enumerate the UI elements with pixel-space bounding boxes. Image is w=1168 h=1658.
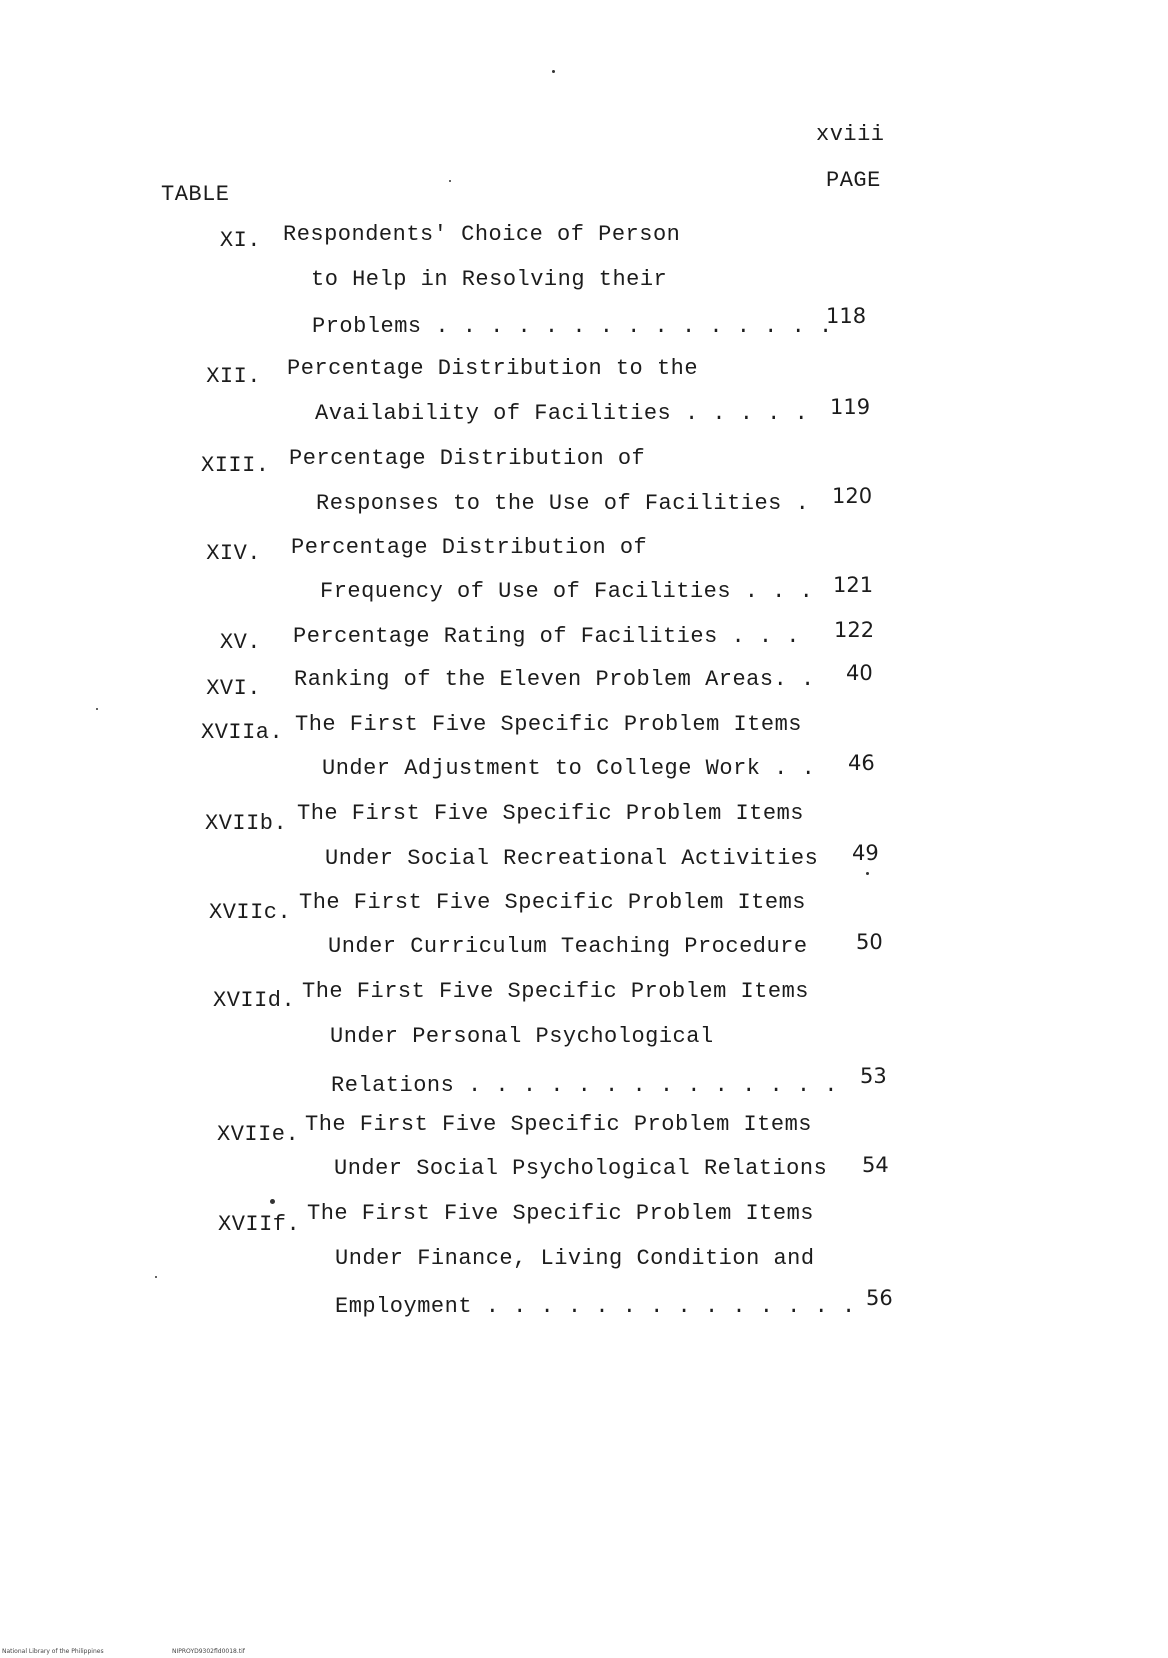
entry-title-line: Under Curriculum Teaching Procedure <box>328 934 808 959</box>
scan-speck <box>270 1199 275 1204</box>
entry-page: 54 <box>862 1153 889 1177</box>
scan-speck <box>552 70 555 73</box>
entry-title-line: The First Five Specific Problem Items <box>307 1201 814 1226</box>
entry-title-line: Percentage Distribution of <box>289 446 646 471</box>
entry-title-line: Percentage Rating of Facilities . . . <box>293 624 800 649</box>
entry-page: 56 <box>866 1286 893 1310</box>
entry-number: XVIIa. <box>201 720 284 745</box>
entry-title-line: Problems . . . . . . . . . . . . . . . <box>312 314 833 339</box>
entry-title-line: Under Adjustment to College Work . . <box>322 756 816 781</box>
entry-title-line: Under Social Recreational Activities <box>325 846 819 871</box>
entry-number: XI. <box>219 228 261 253</box>
entry-page: 40 <box>846 661 873 685</box>
entry-title-line: Availability of Facilities . . . . . <box>315 401 809 426</box>
entry-title-line: Under Social Psychological Relations <box>334 1156 828 1181</box>
entry-number: XVIId. <box>213 988 296 1013</box>
entry-number: XVIIc. <box>209 900 292 925</box>
scan-speck <box>449 180 451 182</box>
entry-title-line: Relations . . . . . . . . . . . . . . <box>331 1073 838 1098</box>
footer-library: National Library of the Philippines <box>2 1648 104 1655</box>
entry-title-line: to Help in Resolving their <box>311 267 668 292</box>
entry-page: 49 <box>852 841 879 865</box>
entry-title-line: Percentage Distribution to the <box>287 356 699 381</box>
page-number: xviii <box>816 122 885 147</box>
entry-title-line: Ranking of the Eleven Problem Areas. . <box>294 667 815 692</box>
entry-title-line: The First Five Specific Problem Items <box>302 979 809 1004</box>
entry-number: XIII. <box>201 453 270 478</box>
entry-number: XVIIe. <box>217 1122 300 1147</box>
entry-page: 46 <box>848 751 875 775</box>
entry-page: 120 <box>832 484 873 508</box>
entry-title-line: Employment . . . . . . . . . . . . . . <box>335 1294 856 1319</box>
entry-title-line: Under Personal Psychological <box>330 1024 714 1049</box>
entry-number: XIV. <box>206 541 261 566</box>
entry-title-line: Frequency of Use of Facilities . . . <box>320 579 814 604</box>
entry-title-line: Percentage Distribution of <box>291 535 648 560</box>
entry-title-line: Under Finance, Living Condition and <box>335 1246 815 1271</box>
entry-page: 53 <box>860 1064 887 1088</box>
scan-speck <box>866 872 869 875</box>
page-column-label: PAGE <box>826 168 881 193</box>
table-column-label: TABLE <box>161 182 230 207</box>
scan-speck <box>96 708 98 710</box>
entry-title-line: The First Five Specific Problem Items <box>297 801 804 826</box>
entry-page: 119 <box>830 395 871 419</box>
entry-title-line: The First Five Specific Problem Items <box>299 890 806 915</box>
entry-title-line: Respondents' Choice of Person <box>283 222 681 247</box>
entry-page: 121 <box>833 573 874 597</box>
entry-title-line: Responses to the Use of Facilities . <box>316 491 810 516</box>
entry-page: 50 <box>856 930 883 954</box>
entry-number: XVIIb. <box>205 811 288 836</box>
entry-page: 122 <box>834 618 875 642</box>
entry-title-line: The First Five Specific Problem Items <box>295 712 802 737</box>
entry-number: XVI. <box>206 676 261 701</box>
entry-number: XVIIf. <box>218 1212 301 1237</box>
entry-page: 118 <box>826 304 867 328</box>
footer-file-id: NIPROYD9302fld0018.tif <box>172 1648 245 1655</box>
entry-title-line: The First Five Specific Problem Items <box>305 1112 812 1137</box>
entry-number: XII. <box>206 364 261 389</box>
scan-speck <box>155 1276 157 1278</box>
entry-number: XV. <box>219 630 261 655</box>
